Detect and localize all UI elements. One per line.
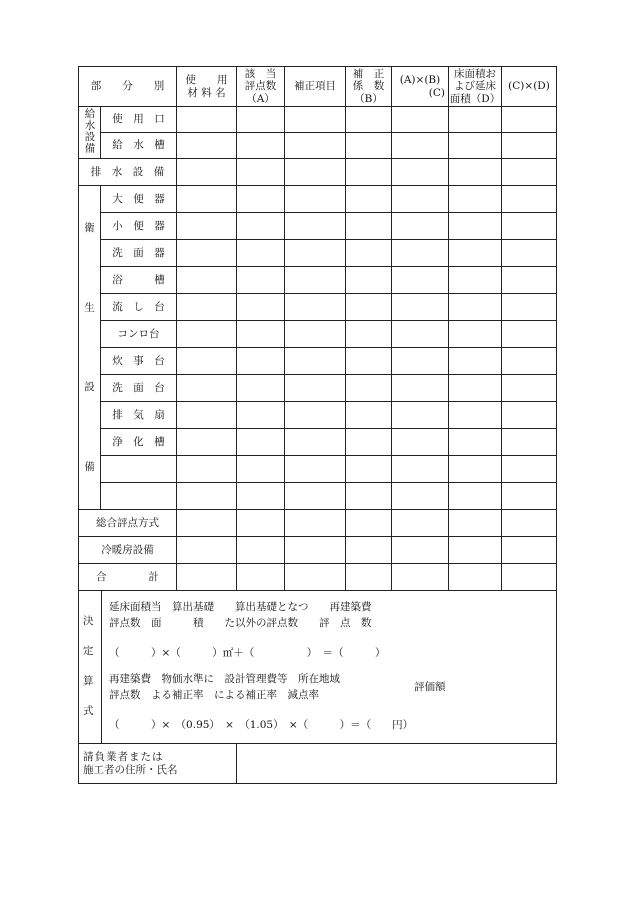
item-label: 炊 事 台: [101, 348, 177, 375]
item-label: 浴 槽: [101, 267, 177, 294]
formula-row: [79, 591, 557, 744]
header-row: [79, 67, 557, 107]
header-floor: 床面積お よび延床 面積（D）: [449, 68, 501, 105]
contractor-label: 請負業者または 施工者の住所・氏名: [79, 744, 237, 784]
table-row: [79, 510, 557, 537]
contractor-field[interactable]: [237, 744, 557, 784]
table-row: [79, 348, 557, 375]
formula-line1b: 評点数 面 積 た以外の評点数 評 点 数: [109, 617, 372, 629]
table-row: [79, 240, 557, 267]
item-total: 合 計: [79, 564, 177, 591]
item-label: 流 し 台: [101, 294, 177, 321]
item-label: 浄 化 槽: [101, 429, 177, 456]
header-coefficient: 補 正 係 数 （B）: [346, 67, 392, 107]
item-air-conditioning: 冷暖房設備: [79, 537, 177, 564]
table-row: [79, 159, 557, 186]
item-label: コンロ台: [101, 321, 177, 348]
formula-side-label: 決 定 算 式: [79, 591, 102, 743]
item-drainage: 排 水 設 備: [79, 159, 177, 186]
formula-cell: [79, 591, 557, 744]
formula-line4: （ ）× （0.95） × （1.05） ×（ ）＝（ 円）: [109, 719, 414, 731]
table-row: [79, 456, 557, 483]
table-row: [79, 483, 557, 510]
table-row: [79, 429, 557, 456]
header-material: 使 用 材 料 名: [177, 67, 237, 107]
assessment-form: [78, 66, 556, 782]
header-ab: (A)×(B) (C): [392, 67, 449, 107]
table-row: [79, 133, 557, 159]
table-row: [79, 267, 557, 294]
item-label: 洗 面 器: [101, 240, 177, 267]
item-label: 給 水 槽: [101, 133, 177, 159]
formula-eval-label: 評価額: [414, 681, 446, 693]
item-label: 使 用 口: [101, 107, 177, 133]
table-row: [79, 107, 557, 133]
category-water-supply: 給水設備: [79, 107, 101, 159]
item-overall-rating: 総合評点方式: [79, 510, 177, 537]
table-row: [79, 402, 557, 429]
formula-line3a: 再建築費 物価水準に 設計管理費等 所在地域: [109, 673, 340, 685]
item-label: 洗 面 台: [101, 375, 177, 402]
formula-line2: （ ）×（ ）㎡＋（ ） ＝（ ）: [109, 647, 386, 659]
table-row: [79, 375, 557, 402]
item-label: 大 便 器: [101, 186, 177, 213]
header-rating: 該 当 評点数 （A）: [237, 67, 285, 107]
assessment-table: [78, 66, 557, 784]
category-sanitary: 衛 生 設 備: [79, 186, 101, 510]
header-section: 部 分 別: [79, 67, 177, 107]
header-cd: (C)×(D): [502, 67, 557, 107]
table-row: [79, 213, 557, 240]
table-row: [79, 186, 557, 213]
table-row: [79, 294, 557, 321]
item-label: 小 便 器: [101, 213, 177, 240]
formula-line1a: 延床面積当 算出基礎 算出基礎となつ 再建築費: [109, 601, 372, 613]
formula-line3b: 評点数 よる補正率 による補正率 減点率: [109, 689, 319, 701]
header-correction-item: 補正項目: [285, 67, 346, 107]
table-row: [79, 321, 557, 348]
item-label: 排 気 扇: [101, 402, 177, 429]
table-row: [79, 564, 557, 591]
table-row: [79, 537, 557, 564]
contractor-row: [79, 744, 557, 784]
